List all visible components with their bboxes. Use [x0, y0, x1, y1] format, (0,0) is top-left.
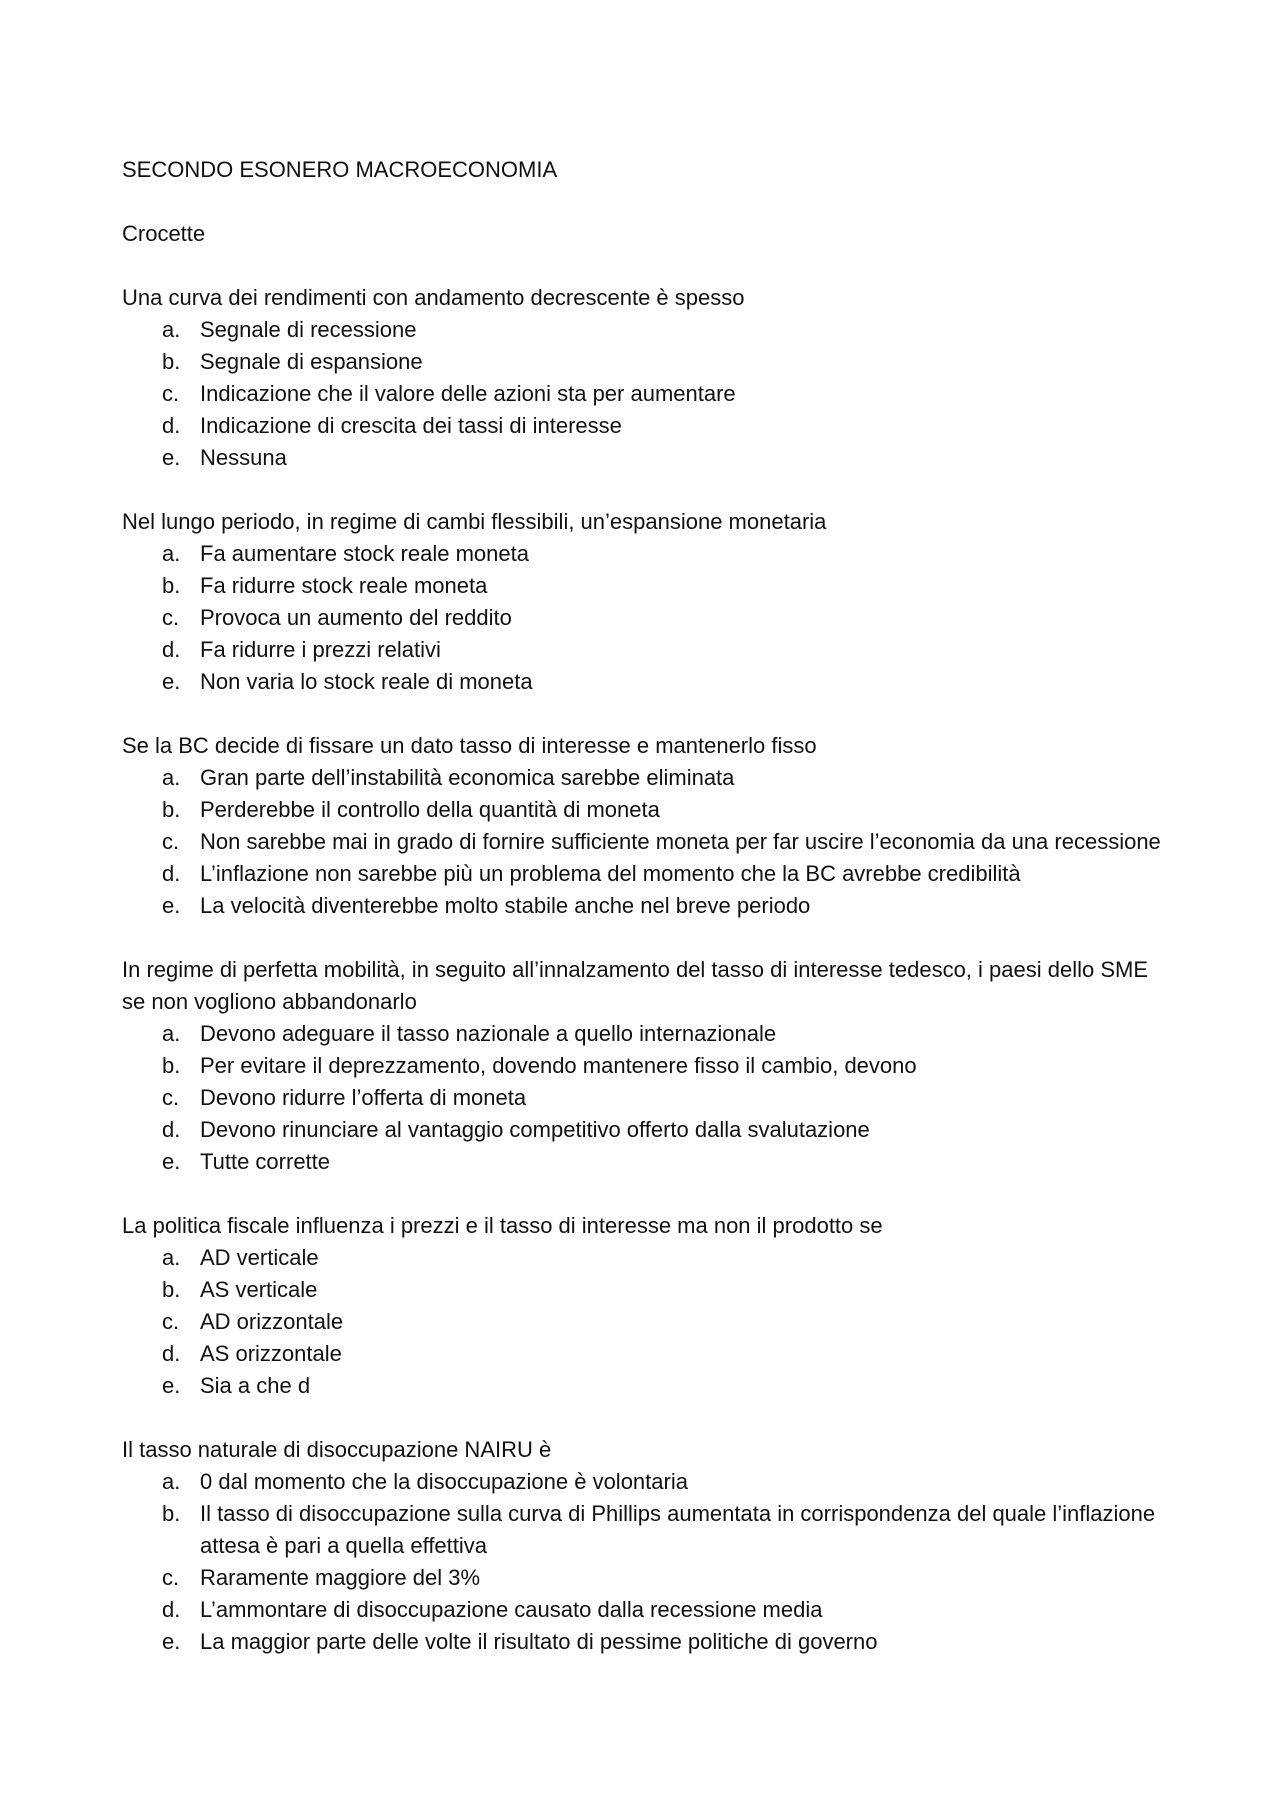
- question-text: Il tasso naturale di disoccupazione NAIRU è: [122, 1437, 552, 1462]
- option-item: [122, 1338, 1162, 1370]
- option-item: [122, 1082, 1162, 1114]
- option-text: Gran parte dell’instabilità economica sarebbe eliminata: [200, 765, 735, 790]
- option-item: [122, 314, 1162, 346]
- option-text: Indicazione di crescita dei tassi di interesse: [200, 413, 622, 438]
- option-list: [122, 762, 1162, 922]
- option-item: [122, 1562, 1162, 1594]
- option-text: AS verticale: [200, 1277, 318, 1302]
- option-letter: c.: [162, 605, 180, 630]
- option-letter: a.: [162, 765, 181, 790]
- option-item: [122, 1594, 1162, 1626]
- option-letter: d.: [162, 637, 181, 662]
- option-letter: d.: [162, 1597, 181, 1622]
- option-letter: b.: [162, 349, 181, 374]
- option-text: Provoca un aumento del reddito: [200, 605, 512, 630]
- option-text: 0 dal momento che la disoccupazione è volontaria: [200, 1469, 688, 1494]
- option-item: [122, 794, 1162, 826]
- option-item: [122, 602, 1162, 634]
- option-text: Tutte corrette: [200, 1149, 331, 1174]
- option-letter: b.: [162, 573, 181, 598]
- option-item: [122, 1466, 1162, 1498]
- option-item: [122, 410, 1162, 442]
- option-text: Fa ridurre i prezzi relativi: [200, 637, 441, 662]
- option-letter: d.: [162, 1341, 181, 1366]
- option-item: [122, 1018, 1162, 1050]
- question-block: [122, 506, 1162, 698]
- option-letter: a.: [162, 1245, 181, 1270]
- option-item: [122, 762, 1162, 794]
- option-letter: a.: [162, 1469, 181, 1494]
- document-title: SECONDO ESONERO MACROECONOMIA: [122, 157, 558, 182]
- option-letter: c.: [162, 1309, 180, 1334]
- option-letter: e.: [162, 1149, 181, 1174]
- option-letter: a.: [162, 541, 181, 566]
- option-item: [122, 890, 1162, 922]
- option-letter: e.: [162, 1373, 181, 1398]
- option-item: [122, 1498, 1162, 1562]
- option-item: [122, 378, 1162, 410]
- option-text: Devono ridurre l’offerta di moneta: [200, 1085, 527, 1110]
- option-text: Non sarebbe mai in grado di fornire sufficiente moneta per far uscire l’economia da una recessione: [200, 829, 1161, 854]
- option-item: [122, 666, 1162, 698]
- option-text: Perderebbe il controllo della quantità di moneta: [200, 797, 660, 822]
- document-body: [122, 154, 1162, 1690]
- option-list: [122, 1018, 1162, 1178]
- option-text: Devono adeguare il tasso nazionale a quello internazionale: [200, 1021, 777, 1046]
- option-text: Per evitare il deprezzamento, dovendo mantenere fisso il cambio, devono: [200, 1053, 917, 1078]
- question-text: Nel lungo periodo, in regime di cambi flessibili, un’espansione monetaria: [122, 509, 827, 534]
- option-item: [122, 1146, 1162, 1178]
- question-text: Una curva dei rendimenti con andamento decrescente è spesso: [122, 285, 745, 310]
- question-block: [122, 954, 1162, 1178]
- option-text: Indicazione che il valore delle azioni sta per aumentare: [200, 381, 736, 406]
- option-letter: c.: [162, 1085, 180, 1110]
- option-item: [122, 1274, 1162, 1306]
- option-text: Segnale di recessione: [200, 317, 417, 342]
- option-letter: e.: [162, 893, 181, 918]
- question-block: [122, 1210, 1162, 1402]
- option-letter: e.: [162, 445, 181, 470]
- option-text: La maggior parte delle volte il risultato di pessime politiche di governo: [200, 1629, 878, 1654]
- question-block: [122, 1434, 1162, 1658]
- option-letter: c.: [162, 829, 180, 854]
- option-text: AD orizzontale: [200, 1309, 344, 1334]
- option-item: [122, 634, 1162, 666]
- question-text: In regime di perfetta mobilità, in seguito all’innalzamento del tasso di interesse tedesco, i paesi dello SME se non vogliono abbandonarlo: [122, 957, 1148, 1014]
- option-list: [122, 1242, 1162, 1402]
- option-text: Non varia lo stock reale di moneta: [200, 669, 533, 694]
- option-list: [122, 538, 1162, 698]
- option-letter: c.: [162, 381, 180, 406]
- option-item: [122, 1050, 1162, 1082]
- option-letter: b.: [162, 797, 181, 822]
- option-item: [122, 1370, 1162, 1402]
- option-item: [122, 1242, 1162, 1274]
- option-text: Raramente maggiore del 3%: [200, 1565, 481, 1590]
- option-letter: d.: [162, 861, 181, 886]
- option-text: L’ammontare di disoccupazione causato dalla recessione media: [200, 1597, 823, 1622]
- option-text: Devono rinunciare al vantaggio competitivo offerto dalla svalutazione: [200, 1117, 870, 1142]
- option-item: [122, 570, 1162, 602]
- option-item: [122, 1626, 1162, 1658]
- option-item: [122, 1114, 1162, 1146]
- question-list: [122, 282, 1162, 1658]
- question-block: [122, 730, 1162, 922]
- option-item: [122, 442, 1162, 474]
- option-letter: e.: [162, 1629, 181, 1654]
- option-item: [122, 346, 1162, 378]
- option-letter: d.: [162, 1117, 181, 1142]
- option-letter: d.: [162, 413, 181, 438]
- option-text: Nessuna: [200, 445, 287, 470]
- option-text: Fa ridurre stock reale moneta: [200, 573, 488, 598]
- option-letter: a.: [162, 1021, 181, 1046]
- option-text: Segnale di espansione: [200, 349, 423, 374]
- option-text: La velocità diventerebbe molto stabile anche nel breve periodo: [200, 893, 811, 918]
- option-letter: c.: [162, 1565, 180, 1590]
- option-item: [122, 538, 1162, 570]
- option-text: AS orizzontale: [200, 1341, 342, 1366]
- option-list: [122, 1466, 1162, 1658]
- option-text: L’inflazione non sarebbe più un problema del momento che la BC avrebbe credibilità: [200, 861, 1021, 886]
- option-text: Il tasso di disoccupazione sulla curva di Phillips aumentata in corrispondenza del quale l’inflazione attesa è pari a quella effettiva: [200, 1501, 1156, 1558]
- option-letter: a.: [162, 317, 181, 342]
- question-text: La politica fiscale influenza i prezzi e il tasso di interesse ma non il prodotto se: [122, 1213, 883, 1238]
- section-label: Crocette: [122, 221, 206, 246]
- option-item: [122, 858, 1162, 890]
- question-text: Se la BC decide di fissare un dato tasso di interesse e mantenerlo fisso: [122, 733, 817, 758]
- question-block: [122, 282, 1162, 474]
- option-letter: e.: [162, 669, 181, 694]
- option-letter: b.: [162, 1277, 181, 1302]
- option-text: Fa aumentare stock reale moneta: [200, 541, 529, 566]
- option-list: [122, 314, 1162, 474]
- option-text: AD verticale: [200, 1245, 319, 1270]
- option-letter: b.: [162, 1053, 181, 1078]
- option-item: [122, 1306, 1162, 1338]
- option-item: [122, 826, 1162, 858]
- option-text: Sia a che d: [200, 1373, 311, 1398]
- option-letter: b.: [162, 1501, 181, 1526]
